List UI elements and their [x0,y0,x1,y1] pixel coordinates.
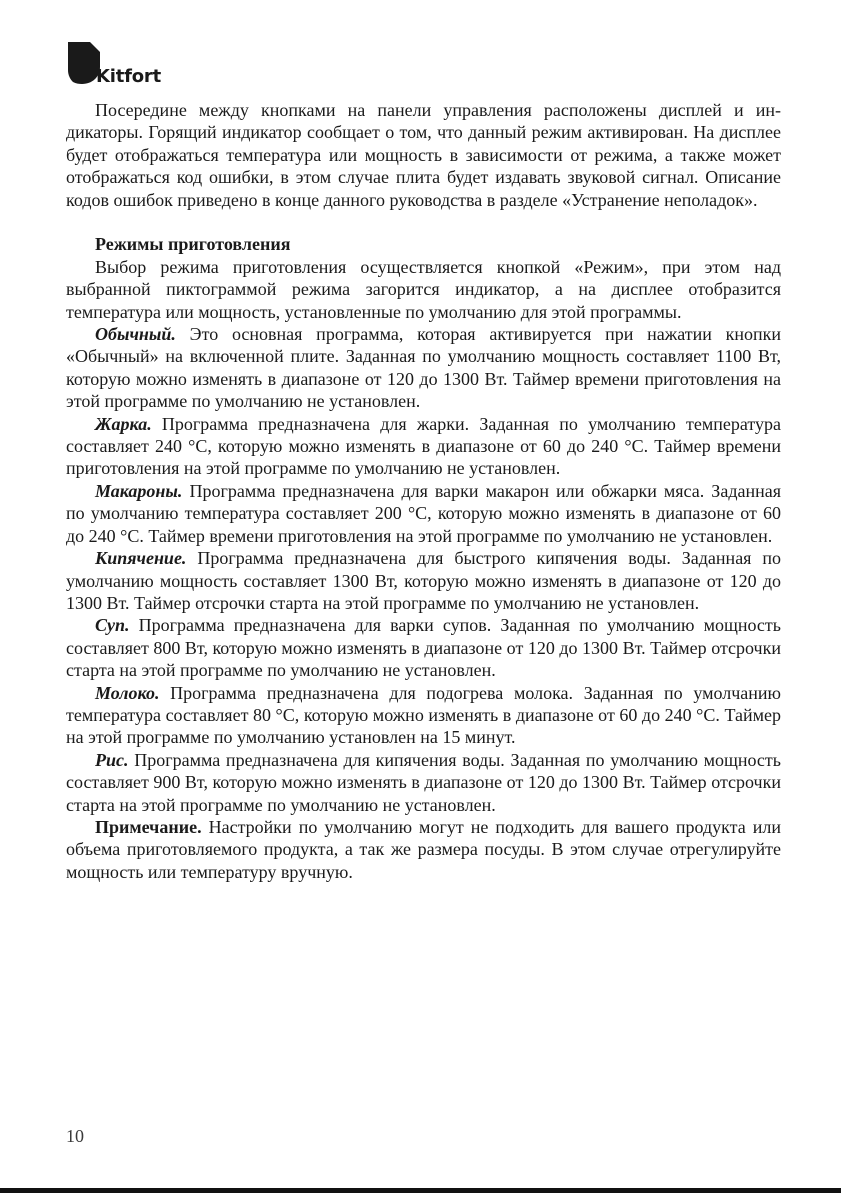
mode-description: Это основная программа, которая активируется при нажатии кнопки «Обычный» на включенной плите. Заданная по умолчанию мощность составляет 1100 Вт, которую можно изменять в диапазоне от 120 до 1300 Вт. Таймер времени приготовления на этой программе по умолчанию не установлен. [66,324,781,412]
mode-description: Программа предназначена для варки супов. Заданная по умолчанию мощность составляет 800 Вт, которую можно изменять в диапазоне от 120 до 1300 Вт. Таймер отсрочки старта на этой программе по умолчанию не установлен. [66,615,781,681]
mode-term: Молоко. [95,682,160,703]
document-body [66,99,781,883]
paragraph-mode-selection: Выбор режима приготовления осуществляется кнопкой «Режим», при этом над выбранной пиктограммой режима загорится индикатор, а на дисплее отобразится температура или мощность, установленные по умолчанию для этой программы. [66,256,781,322]
brand-name: Kitfort [96,66,162,87]
mode-paragraph-rice [66,749,781,816]
note-text: Настройки по умолчанию могут не подходить для вашего продукта или объема приготовляемого продукта, а так же размера посуды. В этом случае отрегулируйте мощность или температуру вручную. [66,816,781,882]
mode-paragraph-frying [66,413,781,480]
page-number: 10 [66,1126,84,1146]
mode-term: Макароны. [95,480,183,501]
mode-term: Суп. [95,615,130,636]
mode-term: Рис. [95,749,129,770]
mode-term: Кипячение. [95,548,187,569]
mode-description: Программа предназначена для быстрого кипячения воды. Заданная по умолчанию мощность составляет 1300 Вт, которую можно изменять в диапазоне от 120 до 1300 Вт. Таймер отсрочки старта на этой программе по умолчанию не установлен. [66,548,781,613]
mode-description: Программа предназначена для подогрева молока. Заданная по умолчанию температура составляет 80 °С, которую можно изменять в диапазоне от 60 до 240 °С. Таймер на этой программе по умолчанию установлен на 15 минут. [66,682,781,748]
section-title: Режимы приготовления [95,234,291,255]
note-term: Примечание. [95,816,202,837]
paragraph-spacer [66,211,781,233]
mode-description: Программа предназначена для варки макарон или обжарки мяса. Заданная по умолчанию температура составляет 200 °С, которую можно изменять в диапазоне от 60 до 240 °С. Таймер времени приготовления на этой программе по умолчанию не установлен. [66,480,781,546]
mode-description: Программа предназначена для кипячения воды. Заданная по умолчанию мощность составляет 900 Вт, которую можно изменять в диапазоне от 120 до 1300 Вт. Таймер отсрочки старта на этой программе по умолчанию не установлен. [66,749,781,815]
paragraph-display-indicators: Посередине между кнопками на панели управления расположены дисплей и индикаторы. Горящий индикатор сообщает о том, что данный режим активирован. На дисплее будет отображаться температура или мощность в зависимости от режима, а также может отображаться код ошибки, в этом случае плита будет издавать звуковой сигнал. Описание кодов ошибок приведено в конце данного руководства в разделе «Устранение неполадок». [66,100,781,210]
mode-paragraph-pasta [66,480,781,547]
mode-paragraph-normal [66,323,781,413]
mode-term: Обычный. [95,324,176,345]
brand-logo [66,40,161,86]
mode-paragraph-soup [66,614,781,681]
page-bottom-border [0,1188,841,1193]
mode-paragraph-boiling [66,547,781,614]
mode-description: Программа предназначена для жарки. Заданная по умолчанию температура составляет 240 °С, которую можно изменять в диапазоне от 60 до 240 °С. Таймер времени приготовления на этой программе по умолчанию не установлен. [66,413,781,479]
mode-term: Жарка. [95,413,152,434]
mode-paragraph-milk [66,682,781,749]
note-paragraph [66,816,781,883]
